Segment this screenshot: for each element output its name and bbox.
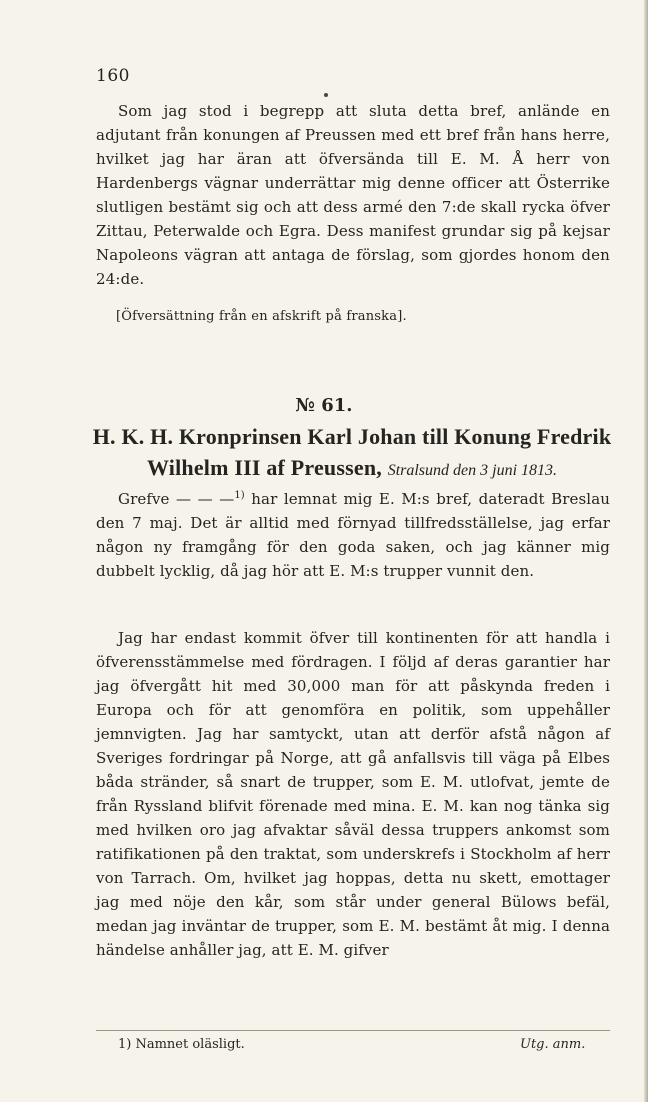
salutation: Grefve — — — <box>118 490 235 508</box>
page-number: 160 <box>96 66 130 86</box>
footnote-text: 1) Namnet oläsligt. <box>118 1037 245 1052</box>
letter-heading <box>90 421 614 486</box>
paragraph-2 <box>96 484 610 583</box>
scan-edge <box>644 0 648 1102</box>
footnote-ref: 1) <box>234 490 245 501</box>
heading-place-date: Stralsund den 3 juni 1813. <box>387 462 558 479</box>
translation-note: [Öfversättning från en afskrift på franska]. <box>116 309 407 324</box>
paragraph-3: Jag har endast kommit öfver till kontinenten för att handla i öfverensstämmelse med fördragen. I följd af deras garantier har jag öfvergått hit med 30,000 man för att påskynda freden i Europa och för att genomföra en politik, som uppehåller jemnvigten. Jag har samtyckt, utan att derför afstå någon af Sveriges fordringar på Norge, att gå anfallsvis till väga på Elbes båda stränder, så snart de trupper, som E. M. utlofvat, jemte de från Ryssland blifvit förenade med mina. E. M. kan nog tänka sig med hvilken oro jag afvaktar såväl dessa truppers ankomst som ratifikationen på den traktat, som underskrefs i Stockholm af herr von Tarrach. Om, hvilket jag hoppas, detta nu skett, emottager jag med nöje den kår, som står under general Bülows befäl, medan jag inväntar de trupper, som E. M. bestämt åt mig. I denna händelse anhåller jag, att E. M. gifver <box>96 629 610 959</box>
letter-number: № 61. <box>295 395 353 416</box>
paragraph-2-text: har lemnat mig E. M:s bref, dateradt Breslau den 7 maj. Det är alltid med förnyad tillfredsställelse, jag erfar någon ny framgång för den goda saken, och jag känner mig dubbelt lycklig, då jag hör att E. M:s trupper vunnit den. <box>96 490 611 580</box>
footnote-credit: Utg. anm. <box>520 1037 586 1052</box>
heading-title: H. K. H. Kronprinsen Karl Johan till Konung Fredrik Wilhelm III af Preussen, <box>92 424 612 480</box>
print-speck <box>324 93 328 97</box>
paragraph-1: Som jag stod i begrepp att sluta detta bref, anlände en adjutant från konungen af Preussen med ett bref från hans herre, hvilket jag har äran att öfversända till E. M. Å herr von Hardenbergs vägnar underrättar mig denne officer att Österrike slutligen bestämt sig och att dess armé den 7:de skall rycka öfver Zittau, Peterwalde och Egra. Dess manifest grundar sig på kejsar Napoleons vägran att antaga de förslag, som gjordes honom den 24:de. <box>96 102 610 288</box>
footnote-divider <box>96 1030 610 1031</box>
